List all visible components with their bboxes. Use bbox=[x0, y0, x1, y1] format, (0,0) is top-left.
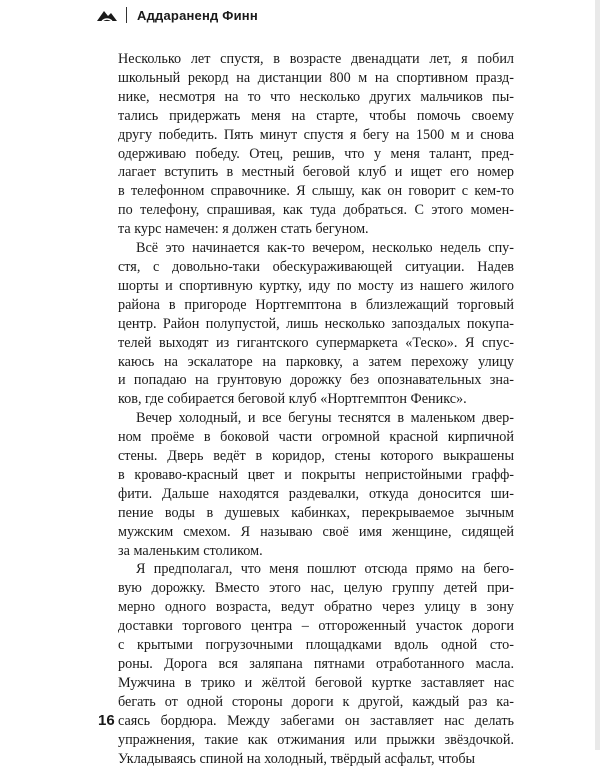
text-line: стя, с довольно-таки обескураживающей ситуации. Надев bbox=[118, 258, 514, 275]
text-line: одерживаю победу. Отец, решив, что у меня талант, пред- bbox=[118, 145, 514, 162]
text-line: роны. Дорога вся заляпана пятнами отработанного масла. bbox=[118, 656, 514, 672]
text-line: другу победить. Пять минут спустя я бегу на 1500 м и снова bbox=[118, 126, 514, 143]
text-line: мерно одного возраста, ведут обратно через улицу в зону bbox=[118, 599, 514, 616]
text-line: телей выходят из гигантского супермаркета «Теско». Я спус- bbox=[118, 334, 514, 351]
text-line: шорты и спортивную куртку, иду по мосту из нашего жилого bbox=[118, 277, 514, 294]
text-line: пение воды в душевых кабинках, перекрываемое зычным bbox=[118, 504, 514, 521]
paragraph bbox=[118, 560, 514, 768]
text-line: школьный рекорд на дистанции 800 м на спортивном празд- bbox=[118, 69, 514, 86]
page-edge-shadow bbox=[595, 0, 600, 750]
text-line: та курс намечен: я должен стать бегуном. bbox=[118, 221, 369, 238]
paragraph bbox=[118, 239, 514, 409]
text-line: ков, где собирается беговой клуб «Нортгемптон Феникс». bbox=[118, 391, 467, 408]
text-line: района в пригороде Нортгемптона в близлежащий торговый bbox=[118, 296, 514, 313]
text-line: Мужчина в трико и жёлтой беговой куртке заставляет нас bbox=[118, 674, 514, 691]
paragraph bbox=[118, 409, 514, 560]
text-line: стены. Дверь ведёт в коридор, стены которого выкрашены bbox=[118, 448, 514, 465]
paragraph bbox=[118, 50, 514, 239]
text-line: ном проёме в боковой части огромной красной кирпичной bbox=[118, 429, 514, 446]
text-line: бегать от одной стороны дороги к другой, каждый раз ка- bbox=[118, 693, 514, 710]
text-line: Вечер холодный, и все бегуны теснятся в маленьком двер- bbox=[136, 410, 514, 427]
text-line: Несколько лет спустя, в возрасте двенадцати лет, я побил bbox=[118, 51, 514, 67]
text-line: вую дорожку. Вместо этого нас, целую группу детей при- bbox=[118, 580, 514, 597]
text-line: нике, несмотря на то что несколько других мальчиков пы- bbox=[118, 88, 514, 105]
text-line: в кроваво-красный цвет и покрыты непристойными графф- bbox=[118, 466, 514, 483]
text-line: Я предполагал, что меня пошлют отсюда прямо на бего- bbox=[136, 561, 514, 578]
text-line: с крытыми погрузочными площадками вдоль одной сто- bbox=[118, 637, 514, 654]
text-line: по телефону, спрашивая, как туда добраться. С этого момен- bbox=[118, 202, 514, 219]
text-line: фити. Дальше находятся раздевалки, откуда доносится ши- bbox=[118, 485, 514, 502]
text-line: Укладываясь спиной на холодный, твёрдый асфальт, чтобы bbox=[118, 750, 476, 767]
header-divider bbox=[126, 7, 127, 23]
text-line: тались придержать меня на старте, чтобы помочь своему bbox=[118, 107, 514, 124]
text-line: за маленьким столиком. bbox=[118, 542, 263, 559]
page-number: 16 bbox=[98, 712, 115, 729]
text-line: каюсь на эскалаторе на парковку, а затем перехожу улицу bbox=[118, 353, 514, 370]
text-line: центр. Район полупустой, лишь несколько запоздалых покупа- bbox=[118, 315, 514, 332]
text-line: в телефонном справочнике. Я слышу, как он говорит с кем-то bbox=[118, 183, 514, 200]
text-line: мужским смехом. Я называю своё имя женщине, сидящей bbox=[118, 523, 514, 540]
body-text bbox=[118, 50, 514, 768]
author-name: Аддараненд Финн bbox=[137, 7, 258, 23]
text-line: саясь бордюра. Между забегами он заставляет нас делать bbox=[118, 712, 514, 729]
text-line: и попадаю на грунтовую дорожку без опознавательных зна- bbox=[118, 372, 514, 389]
mountain-book-icon bbox=[96, 7, 118, 23]
running-header bbox=[96, 2, 258, 28]
text-line: лагает вступить в местный беговой клуб и ищет его номер bbox=[118, 164, 514, 181]
text-line: упражнения, такие как отжимания или прыжки звёздочкой. bbox=[118, 731, 514, 748]
text-line: доставки торгового центра – отгороженный участок дороги bbox=[118, 618, 514, 635]
text-line: Всё это начинается как-то вечером, несколько недель спу- bbox=[136, 240, 514, 257]
